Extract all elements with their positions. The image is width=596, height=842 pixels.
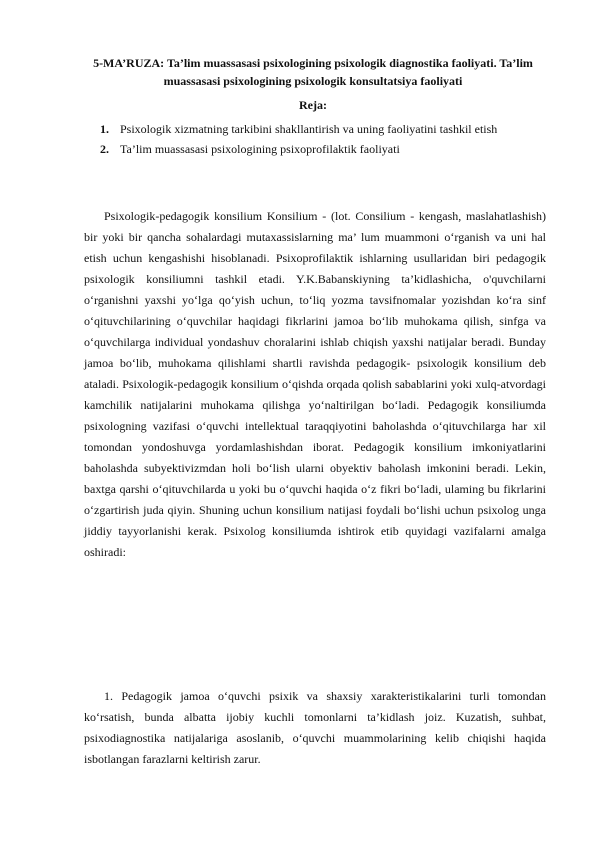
body-paragraph: Psixologik-pedagogik konsilium Konsilium - (lot. Consilium - kengash, maslahatlashish) bir yoki bir qancha sohalardagi mutaxassislarning ma’ lum muammoni o‘rganish va uni hal etish uchun kengashishi hisoblanadi. Psixoprofilaktik ishlarning usullaridan biri pedagogik psixologik konsiliumni tashkil etadi. Y.K.Babanskiyning ta’kidlashicha, o'quvchilarni o‘rganishni yaxshi yo‘lga qo‘yish uchun, to‘liq yozma tavsifnomalar yozishdan ko‘ra sinf o‘qituvchilarining o‘quvchilar haqidagi fikrlarini jamoa bo‘lib muhokama qilish, sinfga va o‘quvchilarga individual yondashuv choralarini ishlab chiqish yaxshi natijalar beradi. Bunday jamoa bo‘lib, muhokama qilishlami shartli ravishda pedagogik- psixologik konsilium deb ataladi. Psixologik-pedagogik konsilium o‘qishda orqada qolish sabablarini yoki xulq-atvordagi kamchilik natijalarini muhokama qilishga yo‘naltirilgan bo‘ladi. Pedagogik konsiliumda psixologning vazifasi o‘quvchi intellektual taraqqiyotini baholashda o‘qituvchilarga har xil tomondan yondoshuvga yordamlashishdan iborat. Pedagogik konsilium imkoniyatlarini baholashda subyektivizmdan holi bo‘lish ularni obyektiv baholash imkonini beradi. Lekin, baxtga qarshi o‘qituvchilarda u yoki bu o‘quvchi haqida o‘z fikri bo‘ladi, ulaming bu fikrlarini o‘zgartirish juda qiyin. Shuning uchun konsilium natijasi foydali bo‘lishi uchun psixolog unga jiddiy tayyorlanishi kerak. Psixolog konsiliumda ishtirok etib quyidagi vazifalarni amalga oshiradi: bbox=[84, 209, 546, 559]
plan-item-text: Psixologik xizmatning tarkibini shakllantirish va uning faoliyatini tashkil etish bbox=[120, 122, 498, 136]
plan-list bbox=[100, 122, 546, 162]
plan-heading: Reja: bbox=[299, 98, 327, 112]
plan-item-text: Ta’lim muassasasi psixologining psixoprofilaktik faoliyati bbox=[120, 142, 400, 156]
plan-item-number: 2. bbox=[100, 142, 109, 156]
plan-item-number: 1. bbox=[100, 122, 109, 136]
plan-item bbox=[100, 142, 546, 156]
plan-item bbox=[100, 122, 546, 136]
lecture-title: 5-MA’RUZA: Ta’lim muassasasi psixologining psixologik diagnostika faoliyati. Ta’lim muassasasi psixologining psixologik konsultatsiya faoliyati bbox=[93, 56, 533, 88]
body-paragraph: 1. Pedagogik jamoa o‘quvchi psixik va shaxsiy xarakteristikalarini turli tomondan ko‘rsatish, bunda albatta ijobiy kuchli tomonlarni ta’kidlash joiz. Kuzatish, suhbat, psixodiagnostika natijalariga asoslanib, o‘quvchi muammolarining kelib chiqishi haqida isbotlangan farazlarni keltirish zarur. bbox=[84, 689, 546, 766]
